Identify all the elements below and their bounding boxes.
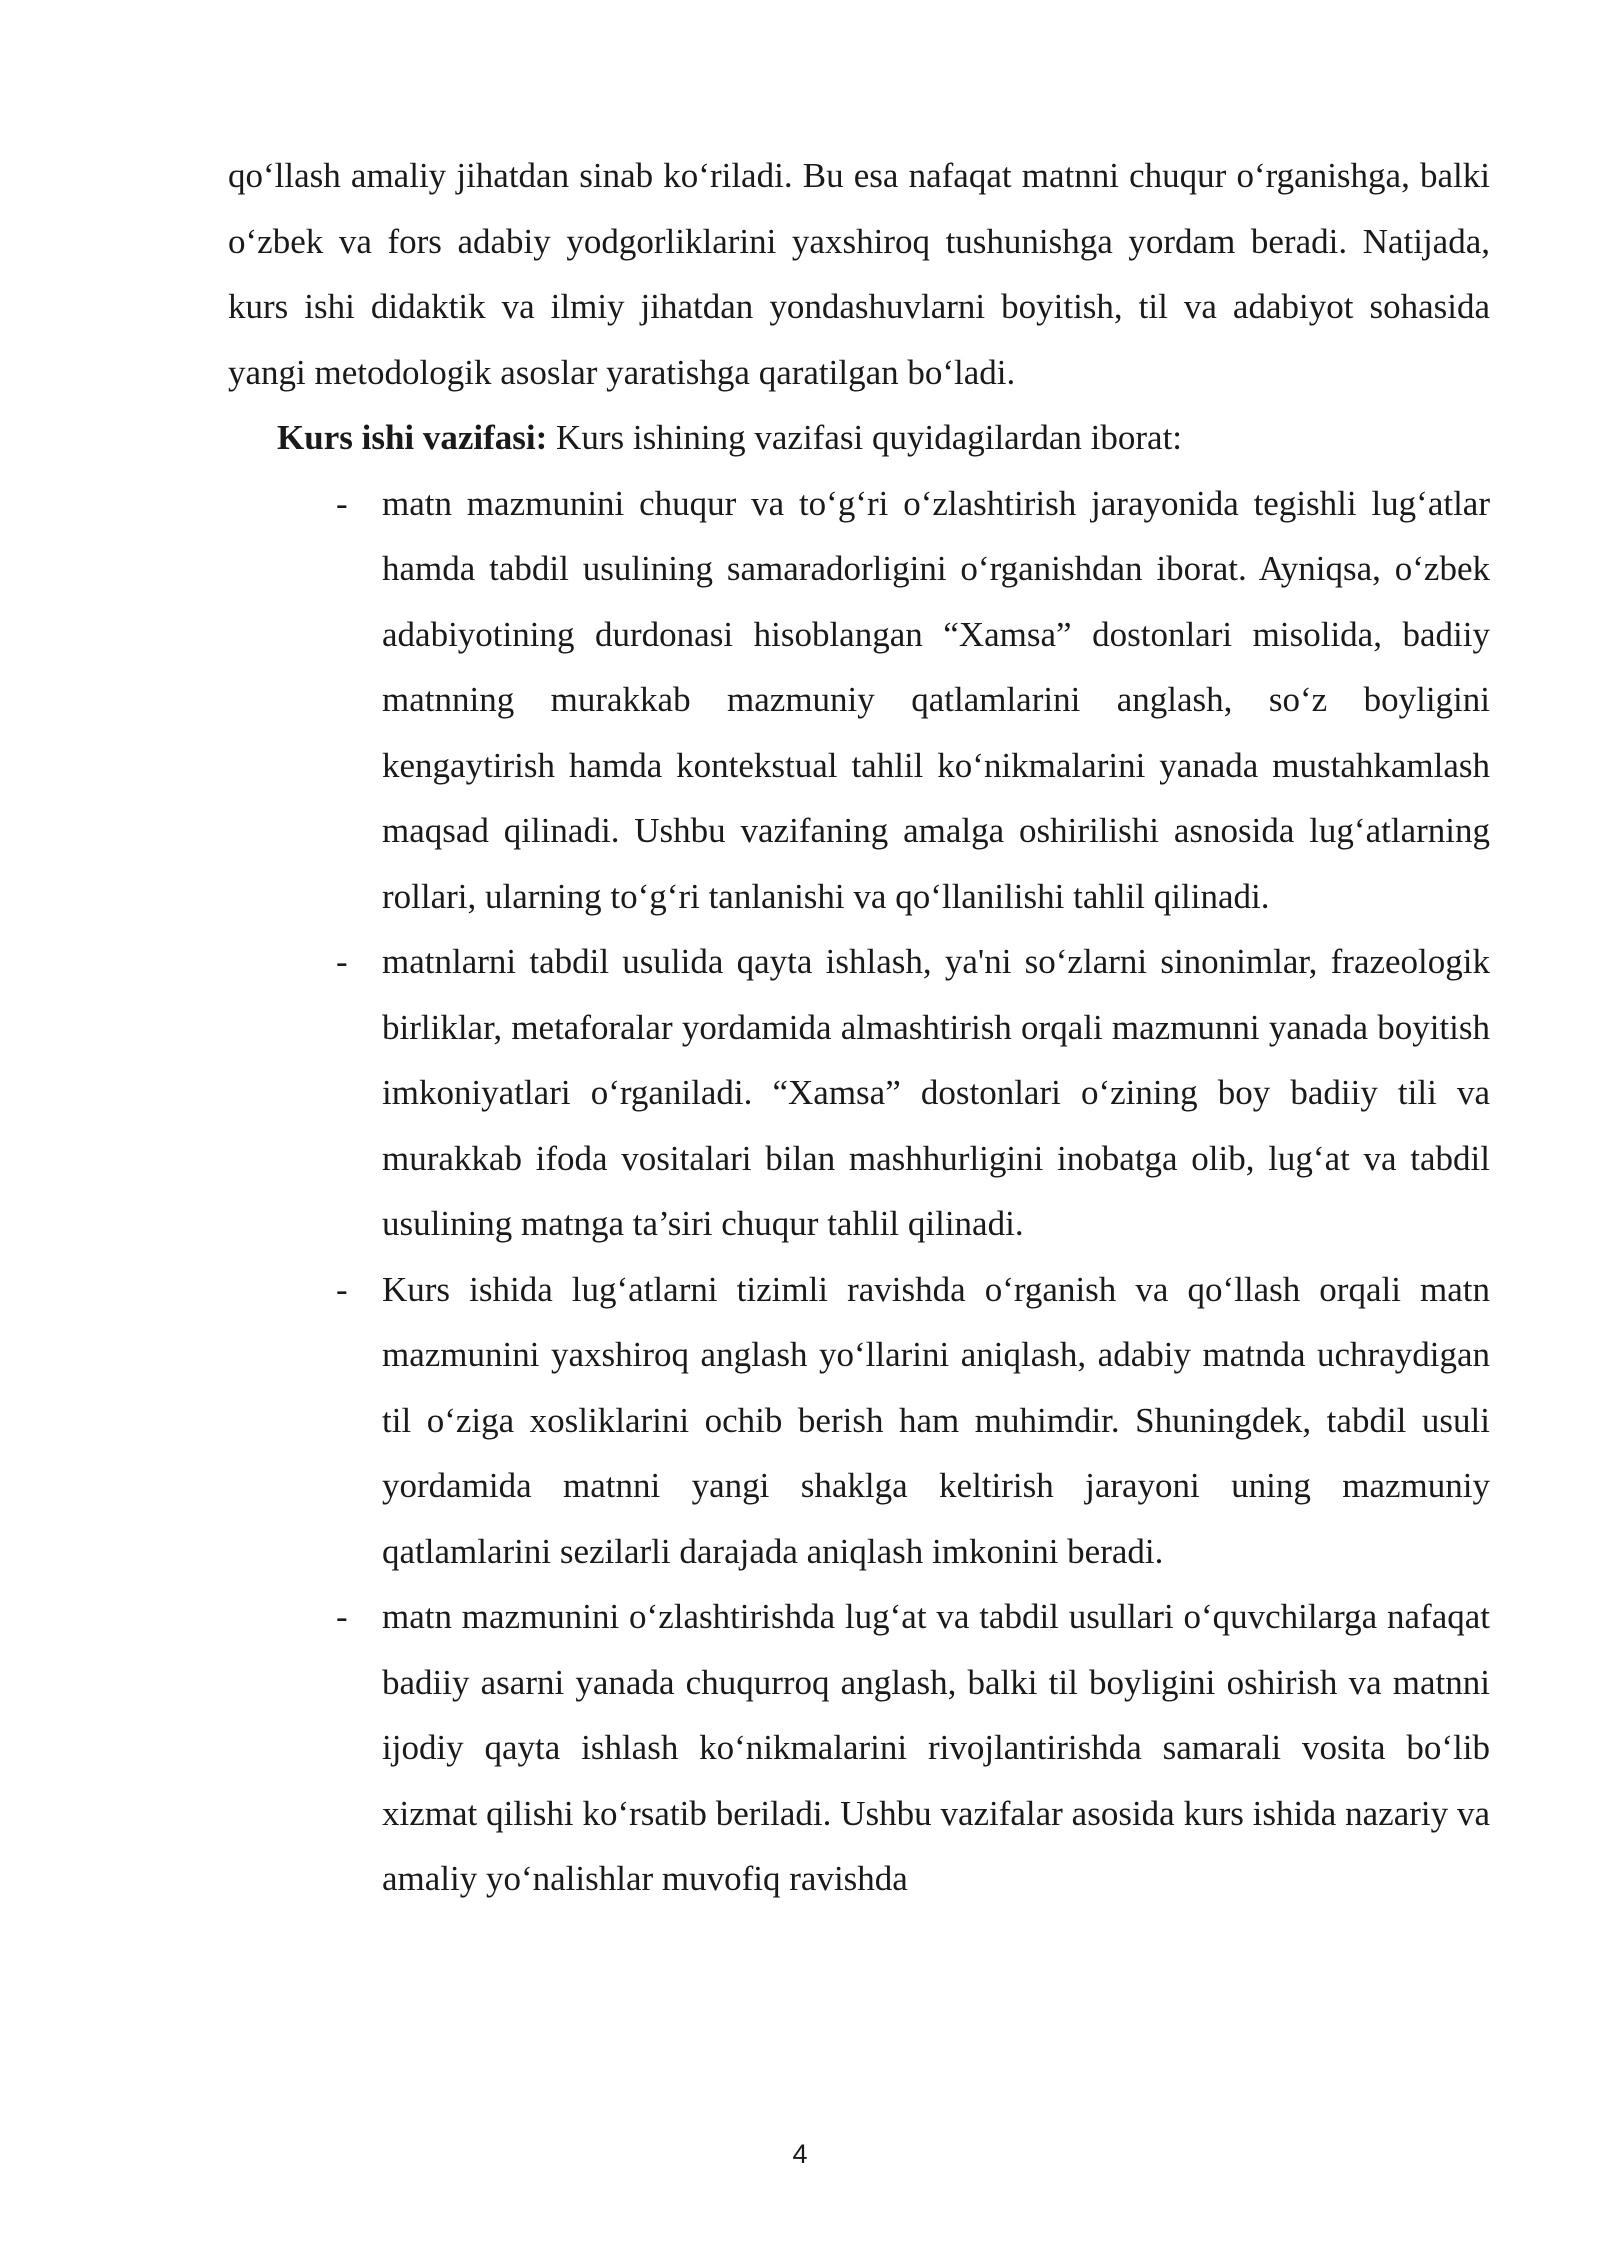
document-body xyxy=(228,143,1490,1912)
list-item xyxy=(228,1257,1490,1585)
list-item-text: matn mazmunini chuqur va to‘g‘ri o‘zlashtirish jarayonida tegishli lug‘atlar hamda tabdil usulining samaradorligini o‘rganishdan iborat. Ayniqsa, o‘zbek adabiyotining durdonasi hisoblangan “Xamsa” dostonlari misolida, badiiy matnning murakkab mazmuniy qatlamlarini anglash, so‘z boyligini kengaytirish hamda kontekstual tahlil ko‘nikmalarini yanada mustahkamlash maqsad qilinadi. Ushbu vazifaning amalga oshirilishi asnosida lug‘atlarning rollari, ularning to‘g‘ri tanlanishi va qo‘llanilishi tahlil qilinadi. xyxy=(382,483,1490,916)
list-item-text: matnlarni tabdil usulida qayta ishlash, ya'ni so‘zlarni sinonimlar, frazeologik birliklar, metaforalar yordamida almashtirish orqali mazmunni yanada boyitish imkoniyatlari o‘rganiladi. “Xamsa” dostonlari o‘zining boy badiiy tili va murakkab ifoda vositalari bilan mashhurligini inobatga olib, lug‘at va tabdil usulining matnga ta’siri chuqur tahlil qilinadi. xyxy=(382,942,1490,1243)
tasks-heading-paragraph xyxy=(228,405,1490,471)
tasks-label: Kurs ishi vazifasi: xyxy=(277,418,548,457)
list-item xyxy=(228,1584,1490,1912)
tasks-list xyxy=(228,471,1490,1912)
list-dash-marker: - xyxy=(336,1597,348,1636)
list-dash-marker: - xyxy=(336,483,348,523)
list-dash-marker: - xyxy=(336,942,348,981)
list-item xyxy=(228,471,1490,930)
list-dash-marker: - xyxy=(336,1269,348,1309)
list-item-text: Kurs ishida lug‘atlarni tizimli ravishda o‘rganish va qo‘llash orqali matn mazmunini yaxshiroq anglash yo‘llarini aniqlash, adabiy matnda uchraydigan til o‘ziga xosliklarini ochib berish ham muhimdir. Shuningdek, tabdil usuli yordamida matnni yangi shaklga keltirish jarayoni uning mazmuniy qatlamlarini sezilarli darajada aniqlash imkonini beradi. xyxy=(382,1269,1490,1571)
tasks-intro: Kurs ishining vazifasi quyidagilardan iborat: xyxy=(547,418,1183,457)
page-number: 4 xyxy=(792,2139,808,2169)
list-item xyxy=(228,929,1490,1257)
intro-paragraph: qo‘llash amaliy jihatdan sinab ko‘riladi. Bu esa nafaqat matnni chuqur o‘rganishga, balki o‘zbek va fors adabiy yodgorliklarini yaxshiroq tushunishga yordam beradi. Natijada, kurs ishi didaktik va ilmiy jihatdan yondashuvlarni boyitish, til va adabiyot sohasida yangi metodologik asoslar yaratishga qaratilgan bo‘ladi. xyxy=(228,156,1490,392)
list-item-text: matn mazmunini o‘zlashtirishda lug‘at va tabdil usullari o‘quvchilarga nafaqat badiiy asarni yanada chuqurroq anglash, balki til boyligini oshirish va matnni ijodiy qayta ishlash ko‘nikmalarini rivojlantirishda samarali vosita bo‘lib xizmat qilishi ko‘rsatib beriladi. Ushbu vazifalar asosida kurs ishida nazariy va amaliy yo‘nalishlar muvofiq ravishda xyxy=(382,1597,1490,1898)
